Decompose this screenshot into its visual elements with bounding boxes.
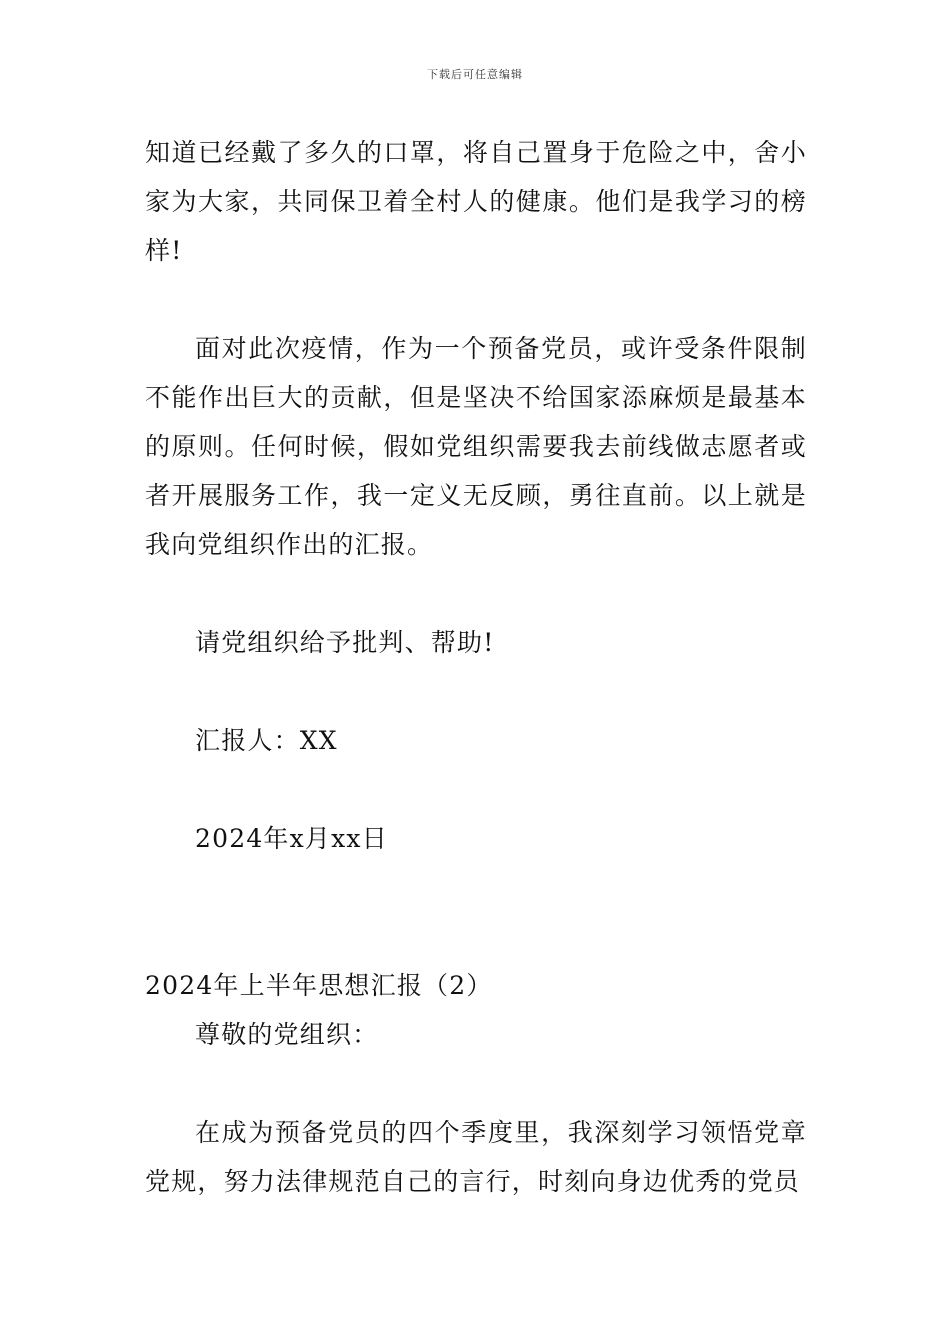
paragraph-3: 请党组织给予批判、帮助! xyxy=(195,628,495,657)
reporter-line: 汇报人：XX xyxy=(195,726,338,755)
paragraph-6: 在成为预备党员的四个季度里，我深刻学习领悟党章党规，努力法律规范自己的言行，时刻向身边优秀的党员 xyxy=(145,1118,807,1196)
date-line: 2024年x月xx日 xyxy=(195,824,388,853)
paragraph-1: 知道已经戴了多久的口罩，将自己置身于危险之中，舍小家为大家，共同保卫着全村人的健康。他们是我学习的榜样! xyxy=(145,138,807,265)
header-note: 下载后可任意编辑 xyxy=(427,68,523,81)
paragraph-2: 面对此次疫情，作为一个预备党员，或许受条件限制不能作出巨大的贡献，但是坚决不给国家添麻烦是最基本的原则。任何时候，假如党组织需要我去前线做志愿者或者开展服务工作，我一定义无反顾，勇往直前。以上就是我向党组织作出的汇报。 xyxy=(145,334,807,559)
section-title: 2024年上半年思想汇报（2） xyxy=(145,971,493,1000)
salutation: 尊敬的党组织： xyxy=(195,1020,379,1049)
document-body xyxy=(145,128,807,1206)
